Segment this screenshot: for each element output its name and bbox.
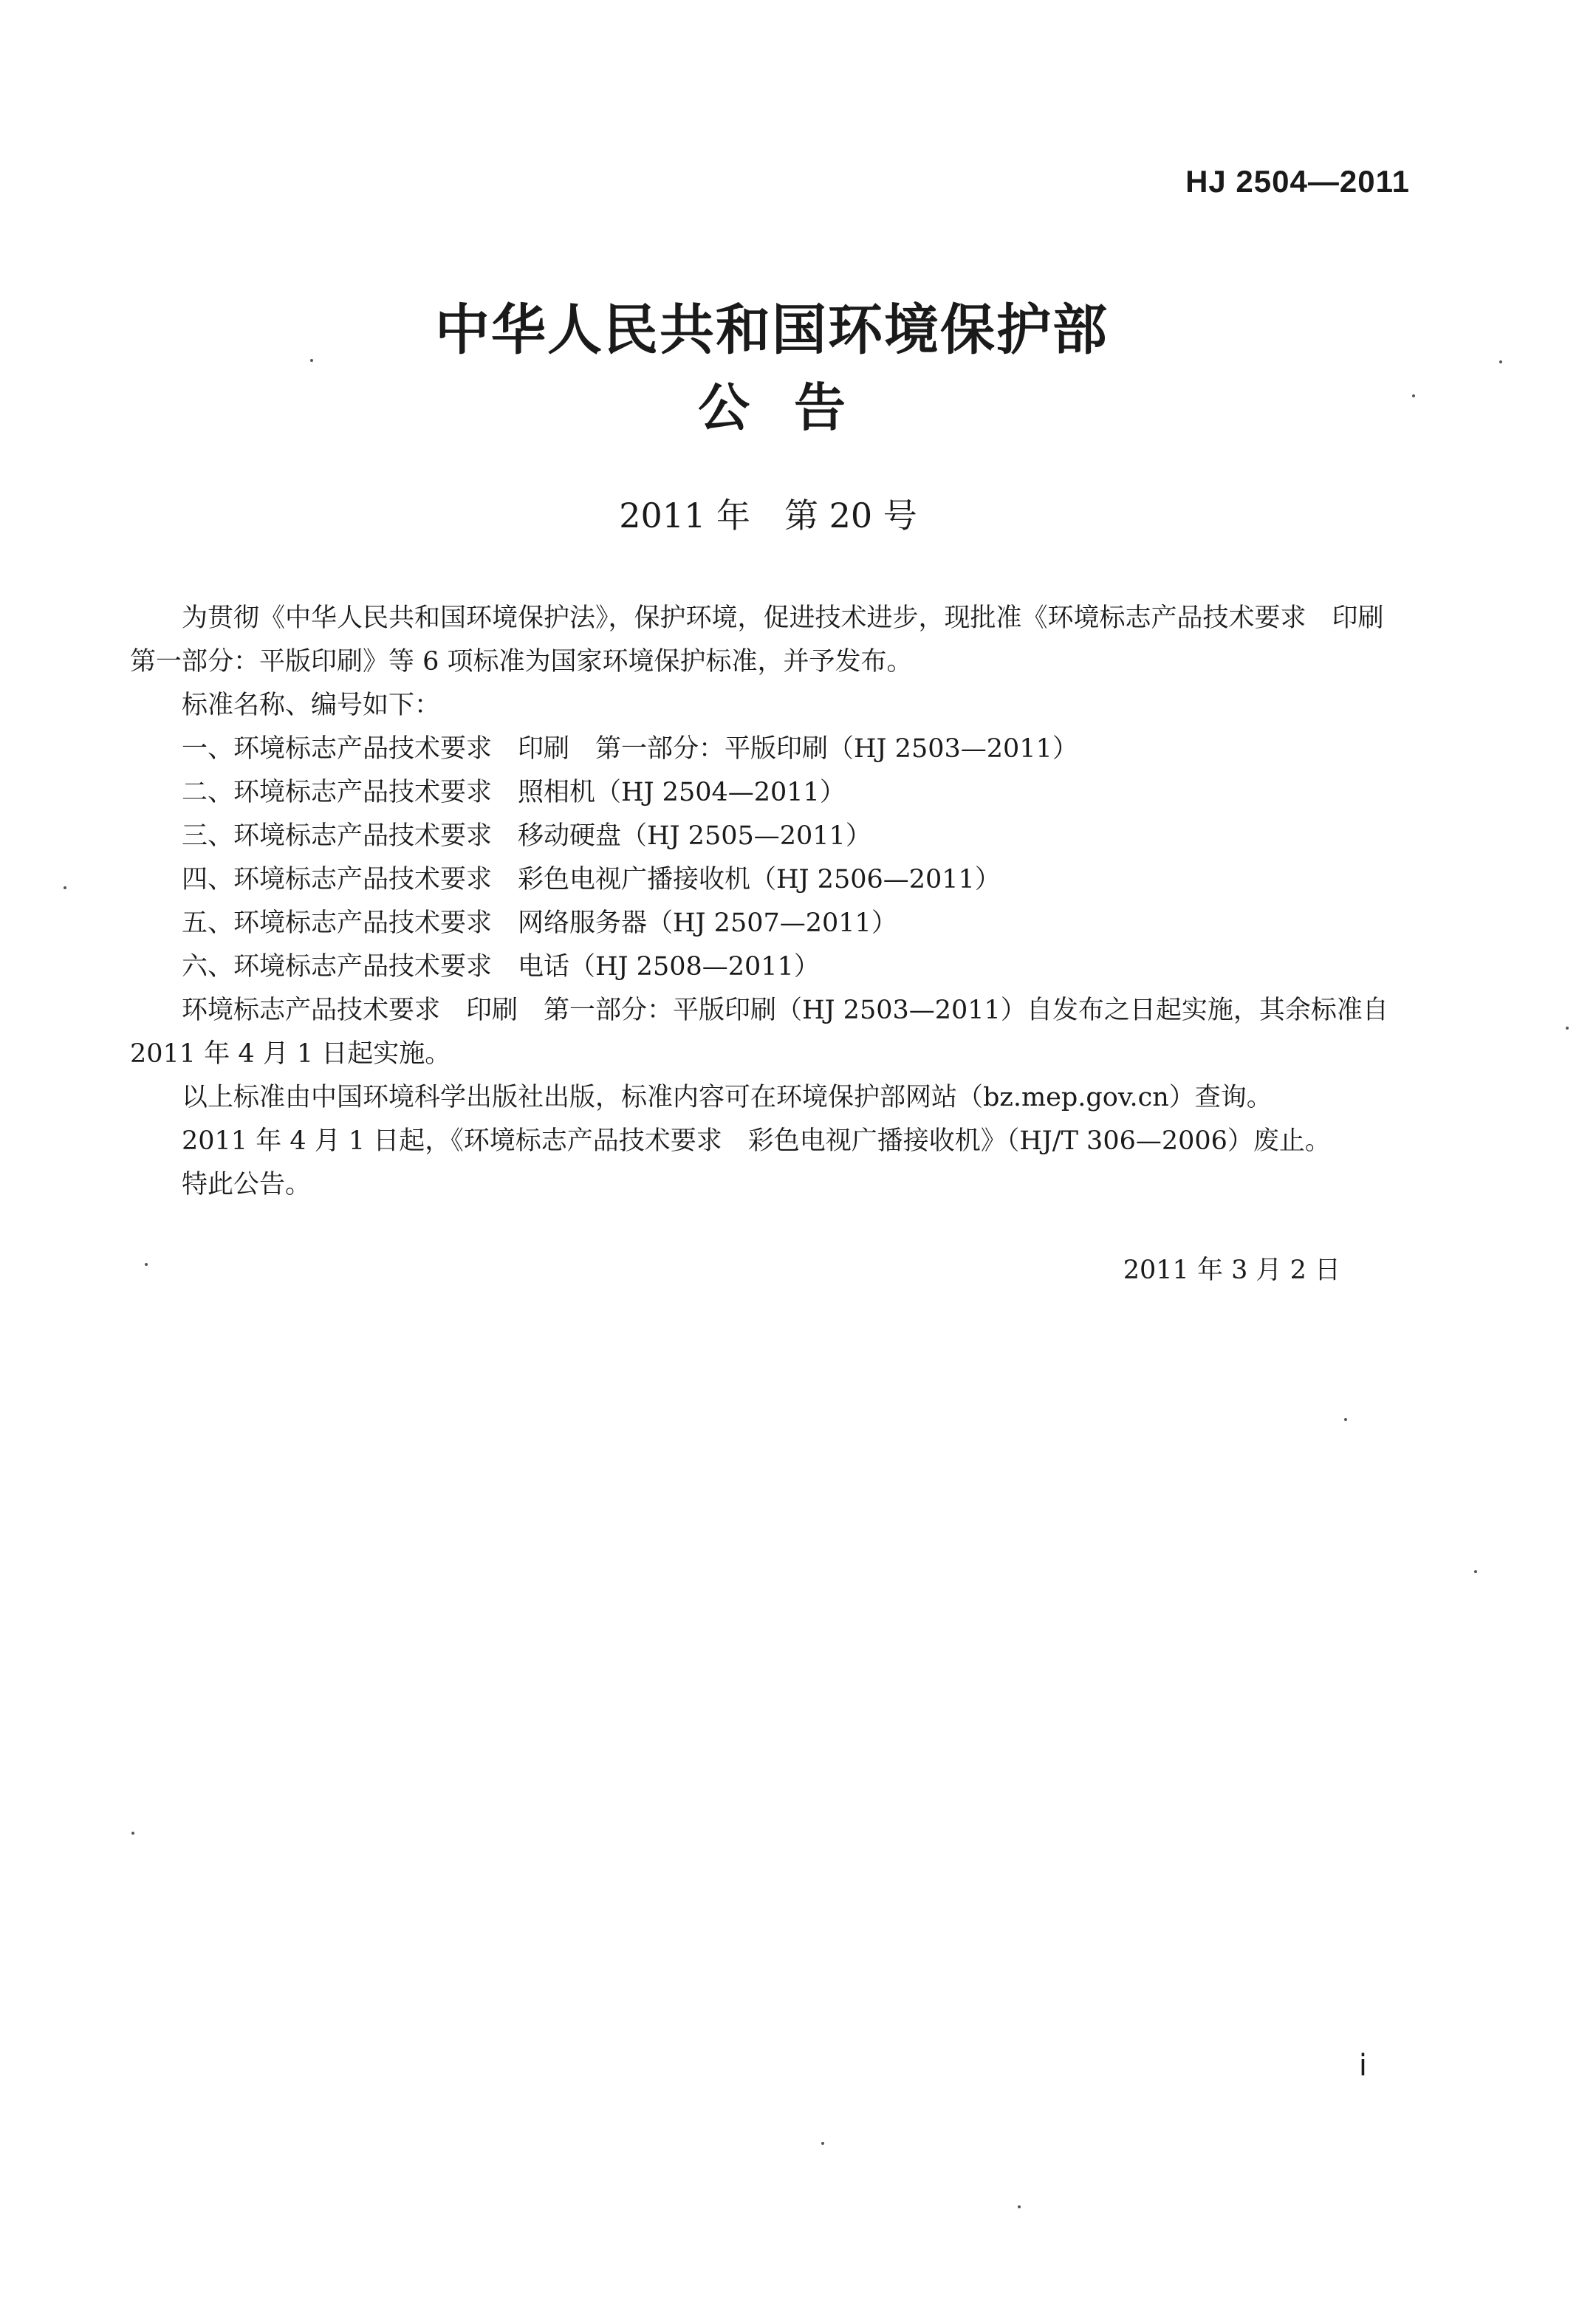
scan-speck	[1344, 1418, 1347, 1421]
announcement-title: 中华人民共和国环境保护部	[435, 298, 1109, 362]
scan-speck	[310, 359, 313, 362]
publication-paragraph: 以上标准由中国环境科学出版社出版，标准内容可在环境保护部网站（bz.mep.gov.cn）查询。	[182, 1083, 1273, 1112]
announcement-body	[130, 597, 1415, 1207]
standard-code: HJ 2504—2011	[1185, 164, 1410, 199]
page-number: i	[1358, 2049, 1367, 2083]
intro-paragraph: 为贯彻《中华人民共和国环境保护法》，保护环境，促进技术进步，现批准《环境标志产品技术要求 印刷 第一部分：平版印刷》等 6 项标准为国家环境保护标准，并予发布。	[130, 603, 1410, 677]
scan-speck	[1018, 2205, 1021, 2208]
announcement-date: 2011 年 3 月 2 日	[1123, 1256, 1340, 1285]
scan-speck	[1474, 1570, 1477, 1573]
scan-speck	[145, 1263, 148, 1266]
scan-speck	[131, 1832, 134, 1835]
scan-speck	[1499, 360, 1502, 363]
issue-number: 2011 年 第 20 号	[619, 496, 917, 535]
list-item: 一、环境标志产品技术要求 印刷 第一部分：平版印刷（HJ 2503—2011）	[182, 734, 1078, 764]
list-heading: 标准名称、编号如下：	[182, 691, 441, 720]
list-item: 三、环境标志产品技术要求 移动硬盘（HJ 2505—2011）	[182, 821, 871, 851]
standards-list	[130, 727, 1415, 989]
list-item: 六、环境标志产品技术要求 电话（HJ 2508—2011）	[182, 952, 820, 982]
closing-paragraph: 特此公告。	[182, 1170, 312, 1199]
repeal-paragraph: 2011 年 4 月 1 日起，《环境标志产品技术要求 彩色电视广播接收机》（HJ/T 306—2006）废止。	[182, 1126, 1331, 1156]
announcement-subtitle: 公告	[698, 377, 890, 438]
list-item: 四、环境标志产品技术要求 彩色电视广播接收机（HJ 2506—2011）	[182, 865, 1001, 894]
implementation-paragraph: 环境标志产品技术要求 印刷 第一部分：平版印刷（HJ 2503—2011）自发布之日起实施，其余标准自 2011 年 4 月 1 日起实施。	[130, 996, 1397, 1069]
scan-speck	[64, 886, 66, 889]
scan-speck	[821, 2142, 824, 2145]
scan-speck	[1412, 394, 1415, 397]
scan-speck	[1566, 1027, 1569, 1030]
list-item: 五、环境标志产品技术要求 网络服务器（HJ 2507—2011）	[182, 908, 897, 938]
list-item: 二、环境标志产品技术要求 照相机（HJ 2504—2011）	[182, 778, 846, 807]
